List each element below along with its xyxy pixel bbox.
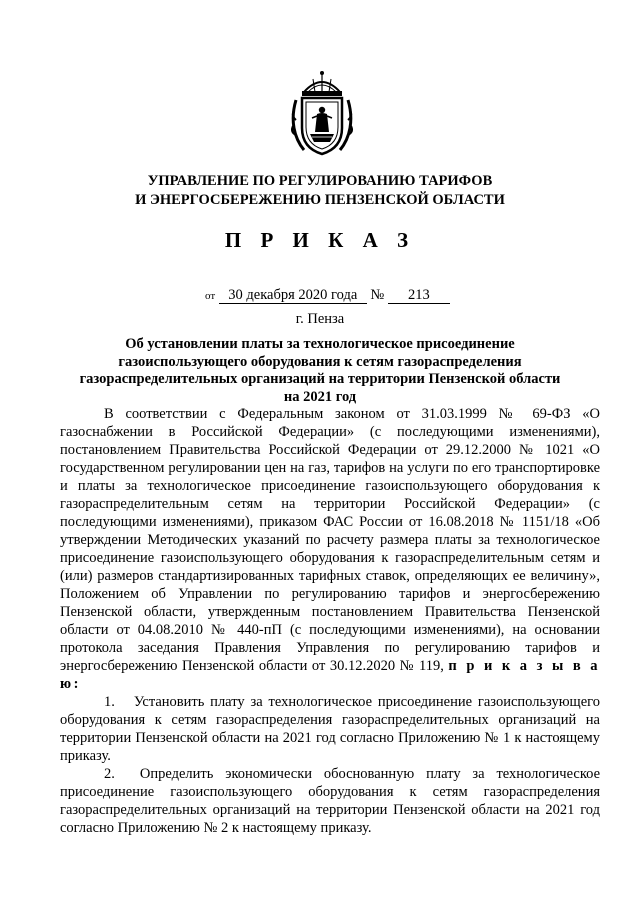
item-number: 1.	[104, 694, 115, 710]
document-type: П Р И К А З	[224, 228, 416, 252]
list-item	[60, 693, 600, 765]
order-city: г. Пенза	[295, 311, 345, 327]
preamble-text: В соответствии с Федеральным законом от 31.03.1999 № 69-ФЗ «О газоснабжении в Российской Федерации» (с последующими изменениями), постановлением Правительства Российской Федерации от 29.12.2000 № 1021 «О государственном регулировании цен на газ, тарифов на услуги по его транспортировке и платы за технологическое присоединение газоиспользующего оборудования к газораспределительным сетям на территории Российской Федерации» (с последующими изменениями), приказом ФАС России от 16.08.2018 № 1151/18 «Об утверждении Методических указаний по расчету размера платы за технологическое присоединение газоиспользующего оборудования к газораспределительным сетям и (или) размеров стандартизированных тарифных ставок, определяющих ее величину», Положением об Управлении по регулированию тарифов и энергосбережению Пензенской области, утвержденным постановлением Правительства Пензенской области от 04.08.2010 № 440-пП (с последующими изменениями), на основании протокола заседания Правления Управления по регулированию тарифов и энергосбережению Пензенской области от 30.12.2020 № 119,	[60, 406, 600, 674]
item-text: Определить экономически обоснованную плату за технологическое присоединение газоиспользующего оборудования к сетям газораспределения газораспределительных организаций на территории Пензенской области на 2021 год согласно Приложению № 2 к настоящему приказу.	[60, 766, 601, 836]
list-item	[60, 765, 600, 837]
penza-oblast-coat-of-arms-icon	[290, 70, 354, 156]
order-subject	[60, 336, 580, 406]
authority-line-2: И ЭНЕРГОСБЕРЕЖЕНИЮ ПЕНЗЕНСКОЙ ОБЛАСТИ	[135, 192, 505, 208]
preamble-paragraph	[60, 405, 600, 693]
subject-line-1: Об установлении платы за технологическое присоединение	[125, 336, 515, 352]
number-label: №	[370, 287, 385, 303]
order-date: 30 декабря 2020 года	[219, 287, 367, 304]
decree-word: п р и к а з ы в а ю:	[60, 658, 600, 692]
item-text: Установить плату за технологическое присоединение газоиспользующего оборудования к сетям газораспределения газораспределительных организаций на территории Пензенской области на 2021 год согласно Приложению № 1 к настоящему приказу.	[60, 694, 600, 764]
subject-line-2: газоиспользующего оборудования к сетям газораспределения	[118, 353, 522, 370]
subject-line-3: газораспределительных организаций на территории Пензенской области	[79, 371, 561, 387]
order-body	[60, 405, 600, 837]
order-date-line	[205, 287, 450, 304]
subject-line-4: на 2021 год	[283, 388, 357, 405]
from-label: от	[205, 290, 216, 302]
authority-name	[60, 172, 580, 210]
authority-line-1: УПРАВЛЕНИЕ ПО РЕГУЛИРОВАНИЮ ТАРИФОВ	[147, 173, 493, 189]
order-number: 213	[388, 287, 450, 304]
item-number: 2.	[104, 766, 115, 782]
